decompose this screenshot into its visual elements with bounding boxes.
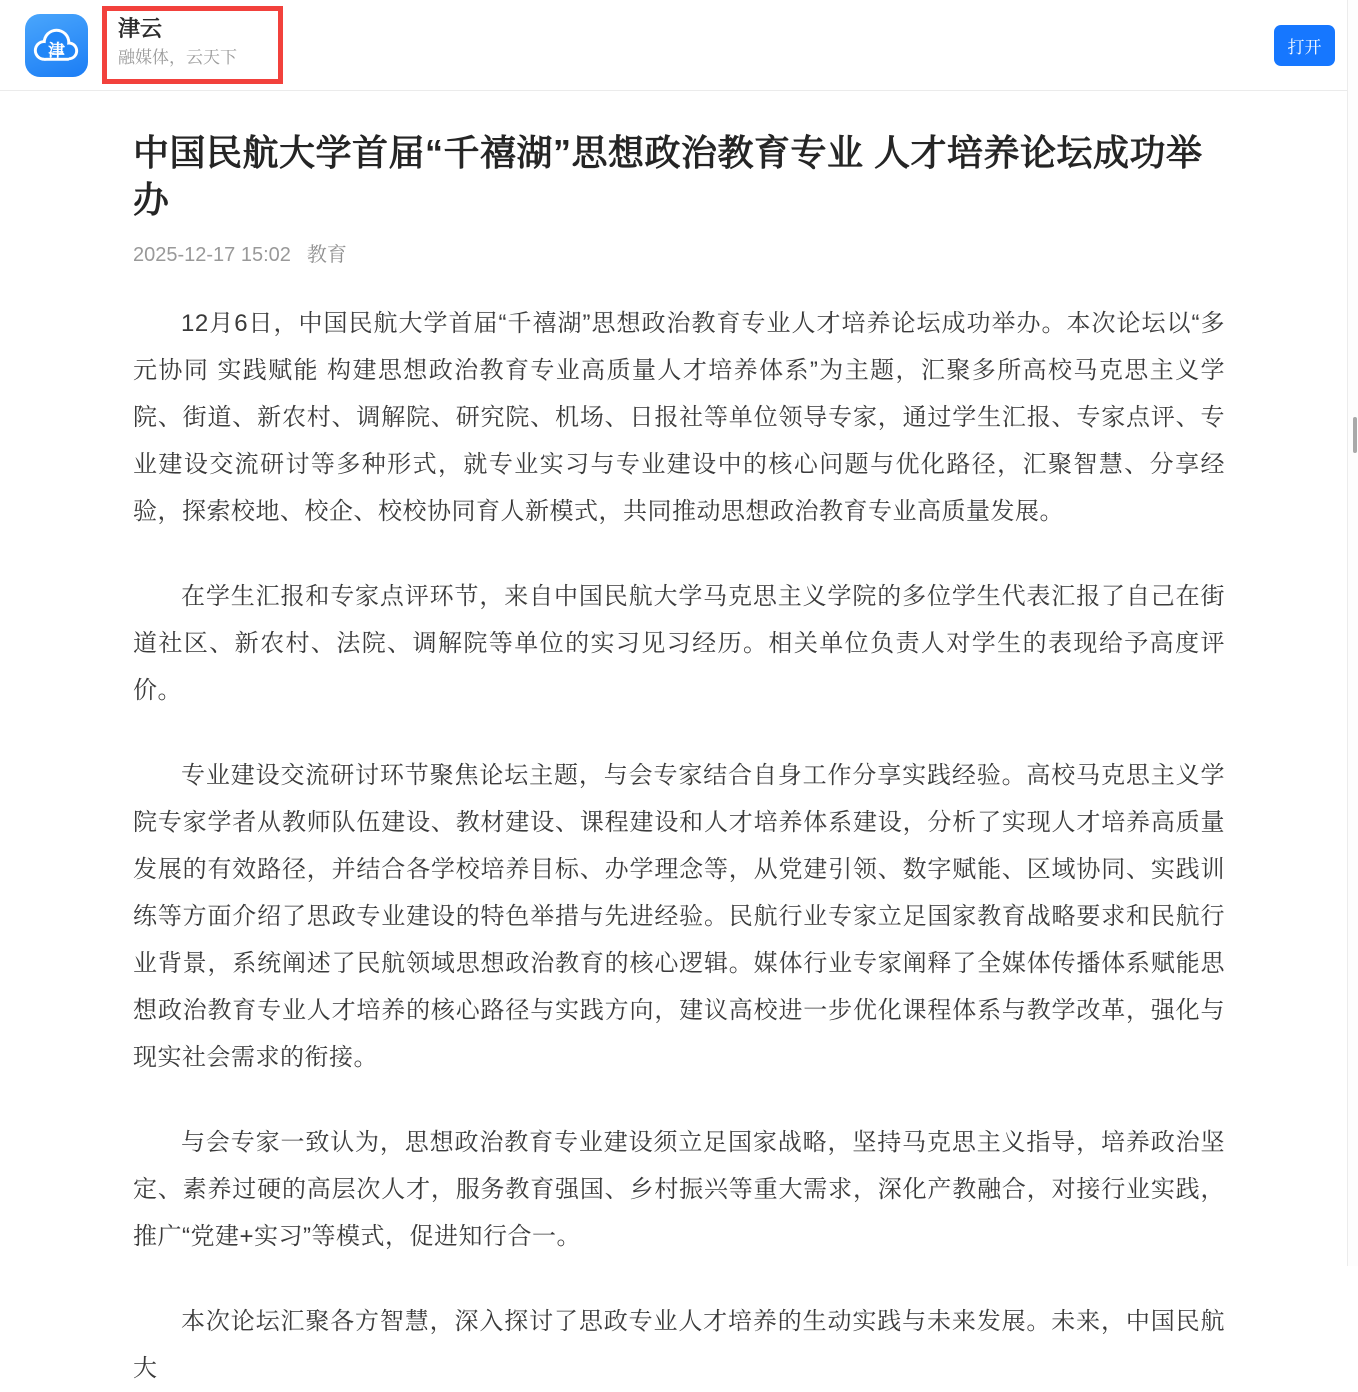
publish-time: 2025-12-17 15:02	[133, 244, 291, 266]
annotation-highlight-box	[102, 6, 283, 84]
jinyun-app-logo[interactable]	[25, 14, 88, 77]
app-banner	[0, 0, 1358, 91]
app-tagline: 融媒体，云天下	[118, 48, 237, 67]
cloud-logo-icon	[25, 14, 88, 77]
open-app-button[interactable]: 打开	[1274, 25, 1335, 66]
scrollbar-thumb[interactable]	[1353, 417, 1357, 453]
article-body	[133, 300, 1225, 1392]
svg-text:津: 津	[48, 40, 65, 60]
article-paragraph: 本次论坛汇聚各方智慧，深入探讨了思政专业人才培养的生动实践与未来发展。未来，中国民航大	[133, 1308, 1225, 1382]
article-paragraph: 在学生汇报和专家点评环节，来自中国民航大学马克思主义学院的多位学生代表汇报了自己在街道社区、新农村、法院、调解院等单位的实习见习经历。相关单位负责人对学生的表现给予高度评价。	[133, 583, 1225, 704]
article-paragraph: 专业建设交流研讨环节聚焦论坛主题，与会专家结合自身工作分享实践经验。高校马克思主义学院专家学者从教师队伍建设、教材建设、课程建设和人才培养体系建设，分析了实现人才培养高质量发展的有效路径，并结合各学校培养目标、办学理念等，从党建引领、数字赋能、区域协同、实践训练等方面介绍了思政专业建设的特色举措与先进经验。民航行业专家立足国家教育战略要求和民航行业背景，系统阐述了民航领域思想政治教育的核心逻辑。媒体行业专家阐释了全媒体传播体系赋能思想政治教育专业人才培养的核心路径与实践方向，建议高校进一步优化课程体系与教学改革，强化与现实社会需求的衔接。	[133, 762, 1225, 1071]
article-paragraph: 12月6日，中国民航大学首届“千禧湖”思想政治教育专业人才培养论坛成功举办。本次论坛以“多元协同 实践赋能 构建思想政治教育专业高质量人才培养体系”为主题，汇聚多所高校马克思主义学院、街道、新农村、调解院、研究院、机场、日报社等单位领导专家，通过学生汇报、专家点评、专业建设交流研讨等多种形式，就专业实习与专业建设中的核心问题与优化路径，汇聚智慧、分享经验，探索校地、校企、校校协同育人新模式，共同推动思想政治教育专业高质量发展。	[133, 310, 1225, 525]
article-title: 中国民航大学首届“千禧湖”思想政治教育专业 人才培养论坛成功举办	[133, 132, 1203, 220]
article-meta	[133, 242, 1225, 268]
category-tag[interactable]: 教育	[306, 244, 347, 266]
article-page	[0, 129, 1358, 1392]
article-paragraph: 与会专家一致认为，思想政治教育专业建设须立足国家战略，坚持马克思主义指导，培养政治坚定、素养过硬的高层次人才，服务教育强国、乡村振兴等重大需求，深化产教融合，对接行业实践，推广“党建+实习”等模式，促进知行合一。	[133, 1129, 1225, 1250]
scrollbar-track[interactable]	[1347, 0, 1358, 1266]
app-name: 津云	[118, 16, 163, 41]
